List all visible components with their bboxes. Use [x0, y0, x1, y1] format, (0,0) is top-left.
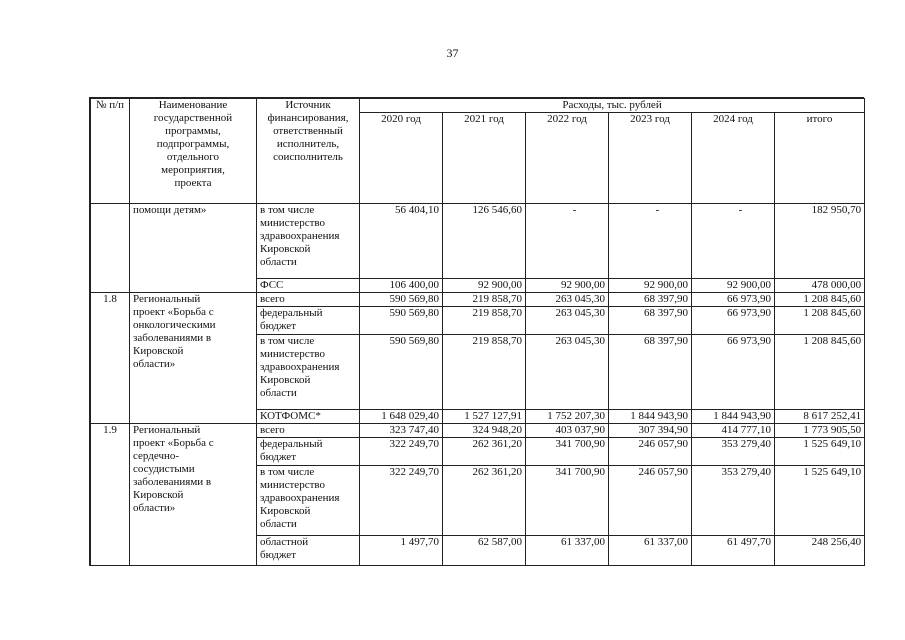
year-value: 61 337,00 [526, 536, 609, 566]
header-name [130, 99, 257, 204]
header-num-text: № п/п [95, 99, 125, 111]
year-value: 92 900,00 [609, 279, 692, 293]
year-value: 590 569,80 [360, 335, 443, 410]
year-value: 414 777,10 [692, 424, 775, 438]
year-value: 68 397,90 [609, 293, 692, 307]
year-value: 323 747,40 [360, 424, 443, 438]
year-value: 61 337,00 [609, 536, 692, 566]
year-value: 1 648 029,40 [360, 410, 443, 424]
year-value: 341 700,90 [526, 438, 609, 466]
year-value: 322 249,70 [360, 466, 443, 536]
year-value: 68 397,90 [609, 335, 692, 410]
year-value: 590 569,80 [360, 307, 443, 335]
total-value: 1 208 845,60 [775, 335, 865, 410]
year-value: 66 973,90 [692, 335, 775, 410]
year-value: 219 858,70 [443, 335, 526, 410]
header-total: итого [775, 113, 865, 204]
header-name-text: Наименование государственной программы, подпрограммы, отдельного мероприятия, проекта [153, 99, 233, 189]
page-number: 37 [446, 46, 459, 60]
year-value: 1 752 207,30 [526, 410, 609, 424]
funding-source: областной бюджет [257, 536, 360, 566]
year-value: 61 497,70 [692, 536, 775, 566]
year-value: 341 700,90 [526, 466, 609, 536]
funding-source: всего [257, 424, 360, 438]
section-number: 1.9 [91, 424, 130, 566]
header-year-2022: 2022 год [526, 113, 609, 204]
total-value: 1 525 649,10 [775, 466, 865, 536]
year-value: 262 361,20 [443, 438, 526, 466]
year-value: 92 900,00 [526, 279, 609, 293]
year-value: 106 400,00 [360, 279, 443, 293]
total-value: 1 208 845,60 [775, 293, 865, 307]
funding-source: федеральный бюджет [257, 307, 360, 335]
funding-source: федеральный бюджет [257, 438, 360, 466]
year-value: 322 249,70 [360, 438, 443, 466]
total-value: 1 208 845,60 [775, 307, 865, 335]
total-value: 8 617 252,41 [775, 410, 865, 424]
table-row [91, 293, 865, 307]
header-source [257, 99, 360, 204]
year-value: 66 973,90 [692, 307, 775, 335]
year-value: 263 045,30 [526, 307, 609, 335]
budget-table [90, 98, 865, 566]
funding-source: всего [257, 293, 360, 307]
section-number [91, 204, 130, 293]
section-name: помощи детям» [130, 204, 257, 293]
header-year-2021: 2021 год [443, 113, 526, 204]
funding-source: в том числе министерство здравоохранения Кировской области [257, 204, 360, 279]
year-value: 1 844 943,90 [609, 410, 692, 424]
total-value: 248 256,40 [775, 536, 865, 566]
year-value: 66 973,90 [692, 293, 775, 307]
table-row [91, 424, 865, 438]
total-value: 182 950,70 [775, 204, 865, 279]
year-value: 353 279,40 [692, 466, 775, 536]
table-row [91, 204, 865, 279]
funding-source: КОТФОМС* [257, 410, 360, 424]
year-value: - [526, 204, 609, 279]
year-value: 92 900,00 [692, 279, 775, 293]
section-name: Региональный проект «Борьба с онкологическими заболеваниями в Кировской области» [130, 293, 257, 424]
year-value: 1 844 943,90 [692, 410, 775, 424]
header-year-2023: 2023 год [609, 113, 692, 204]
year-value: 1 497,70 [360, 536, 443, 566]
section-number: 1.8 [91, 293, 130, 424]
year-value: 263 045,30 [526, 335, 609, 410]
total-value: 1 773 905,50 [775, 424, 865, 438]
budget-table-frame [89, 97, 864, 566]
year-value: - [692, 204, 775, 279]
year-value: 246 057,90 [609, 438, 692, 466]
year-value: 590 569,80 [360, 293, 443, 307]
funding-source: в том числе министерство здравоохранения Кировской области [257, 335, 360, 410]
year-value: 246 057,90 [609, 466, 692, 536]
total-value: 1 525 649,10 [775, 438, 865, 466]
year-value: 353 279,40 [692, 438, 775, 466]
header-num [91, 99, 130, 204]
header-expenses [360, 99, 865, 113]
funding-source: в том числе министерство здравоохранения Кировской области [257, 466, 360, 536]
year-value: 62 587,00 [443, 536, 526, 566]
year-value: - [609, 204, 692, 279]
year-value: 403 037,90 [526, 424, 609, 438]
header-year-2020: 2020 год [360, 113, 443, 204]
year-value: 1 527 127,91 [443, 410, 526, 424]
year-value: 126 546,60 [443, 204, 526, 279]
year-value: 307 394,90 [609, 424, 692, 438]
year-value: 219 858,70 [443, 307, 526, 335]
funding-source: ФСС [257, 279, 360, 293]
year-value: 92 900,00 [443, 279, 526, 293]
year-value: 56 404,10 [360, 204, 443, 279]
year-value: 219 858,70 [443, 293, 526, 307]
header-expenses-text: Расходы, тыс. рублей [562, 99, 662, 111]
year-value: 324 948,20 [443, 424, 526, 438]
section-name: Региональный проект «Борьба с сердечно- сосудистыми заболеваниями в Кировской области» [130, 424, 257, 566]
total-value: 478 000,00 [775, 279, 865, 293]
year-value: 262 361,20 [443, 466, 526, 536]
header-year-2024: 2024 год [692, 113, 775, 204]
year-value: 68 397,90 [609, 307, 692, 335]
year-value: 263 045,30 [526, 293, 609, 307]
header-source-text: Источник финансирования, ответственный исполнитель, соисполнитель [267, 99, 349, 163]
